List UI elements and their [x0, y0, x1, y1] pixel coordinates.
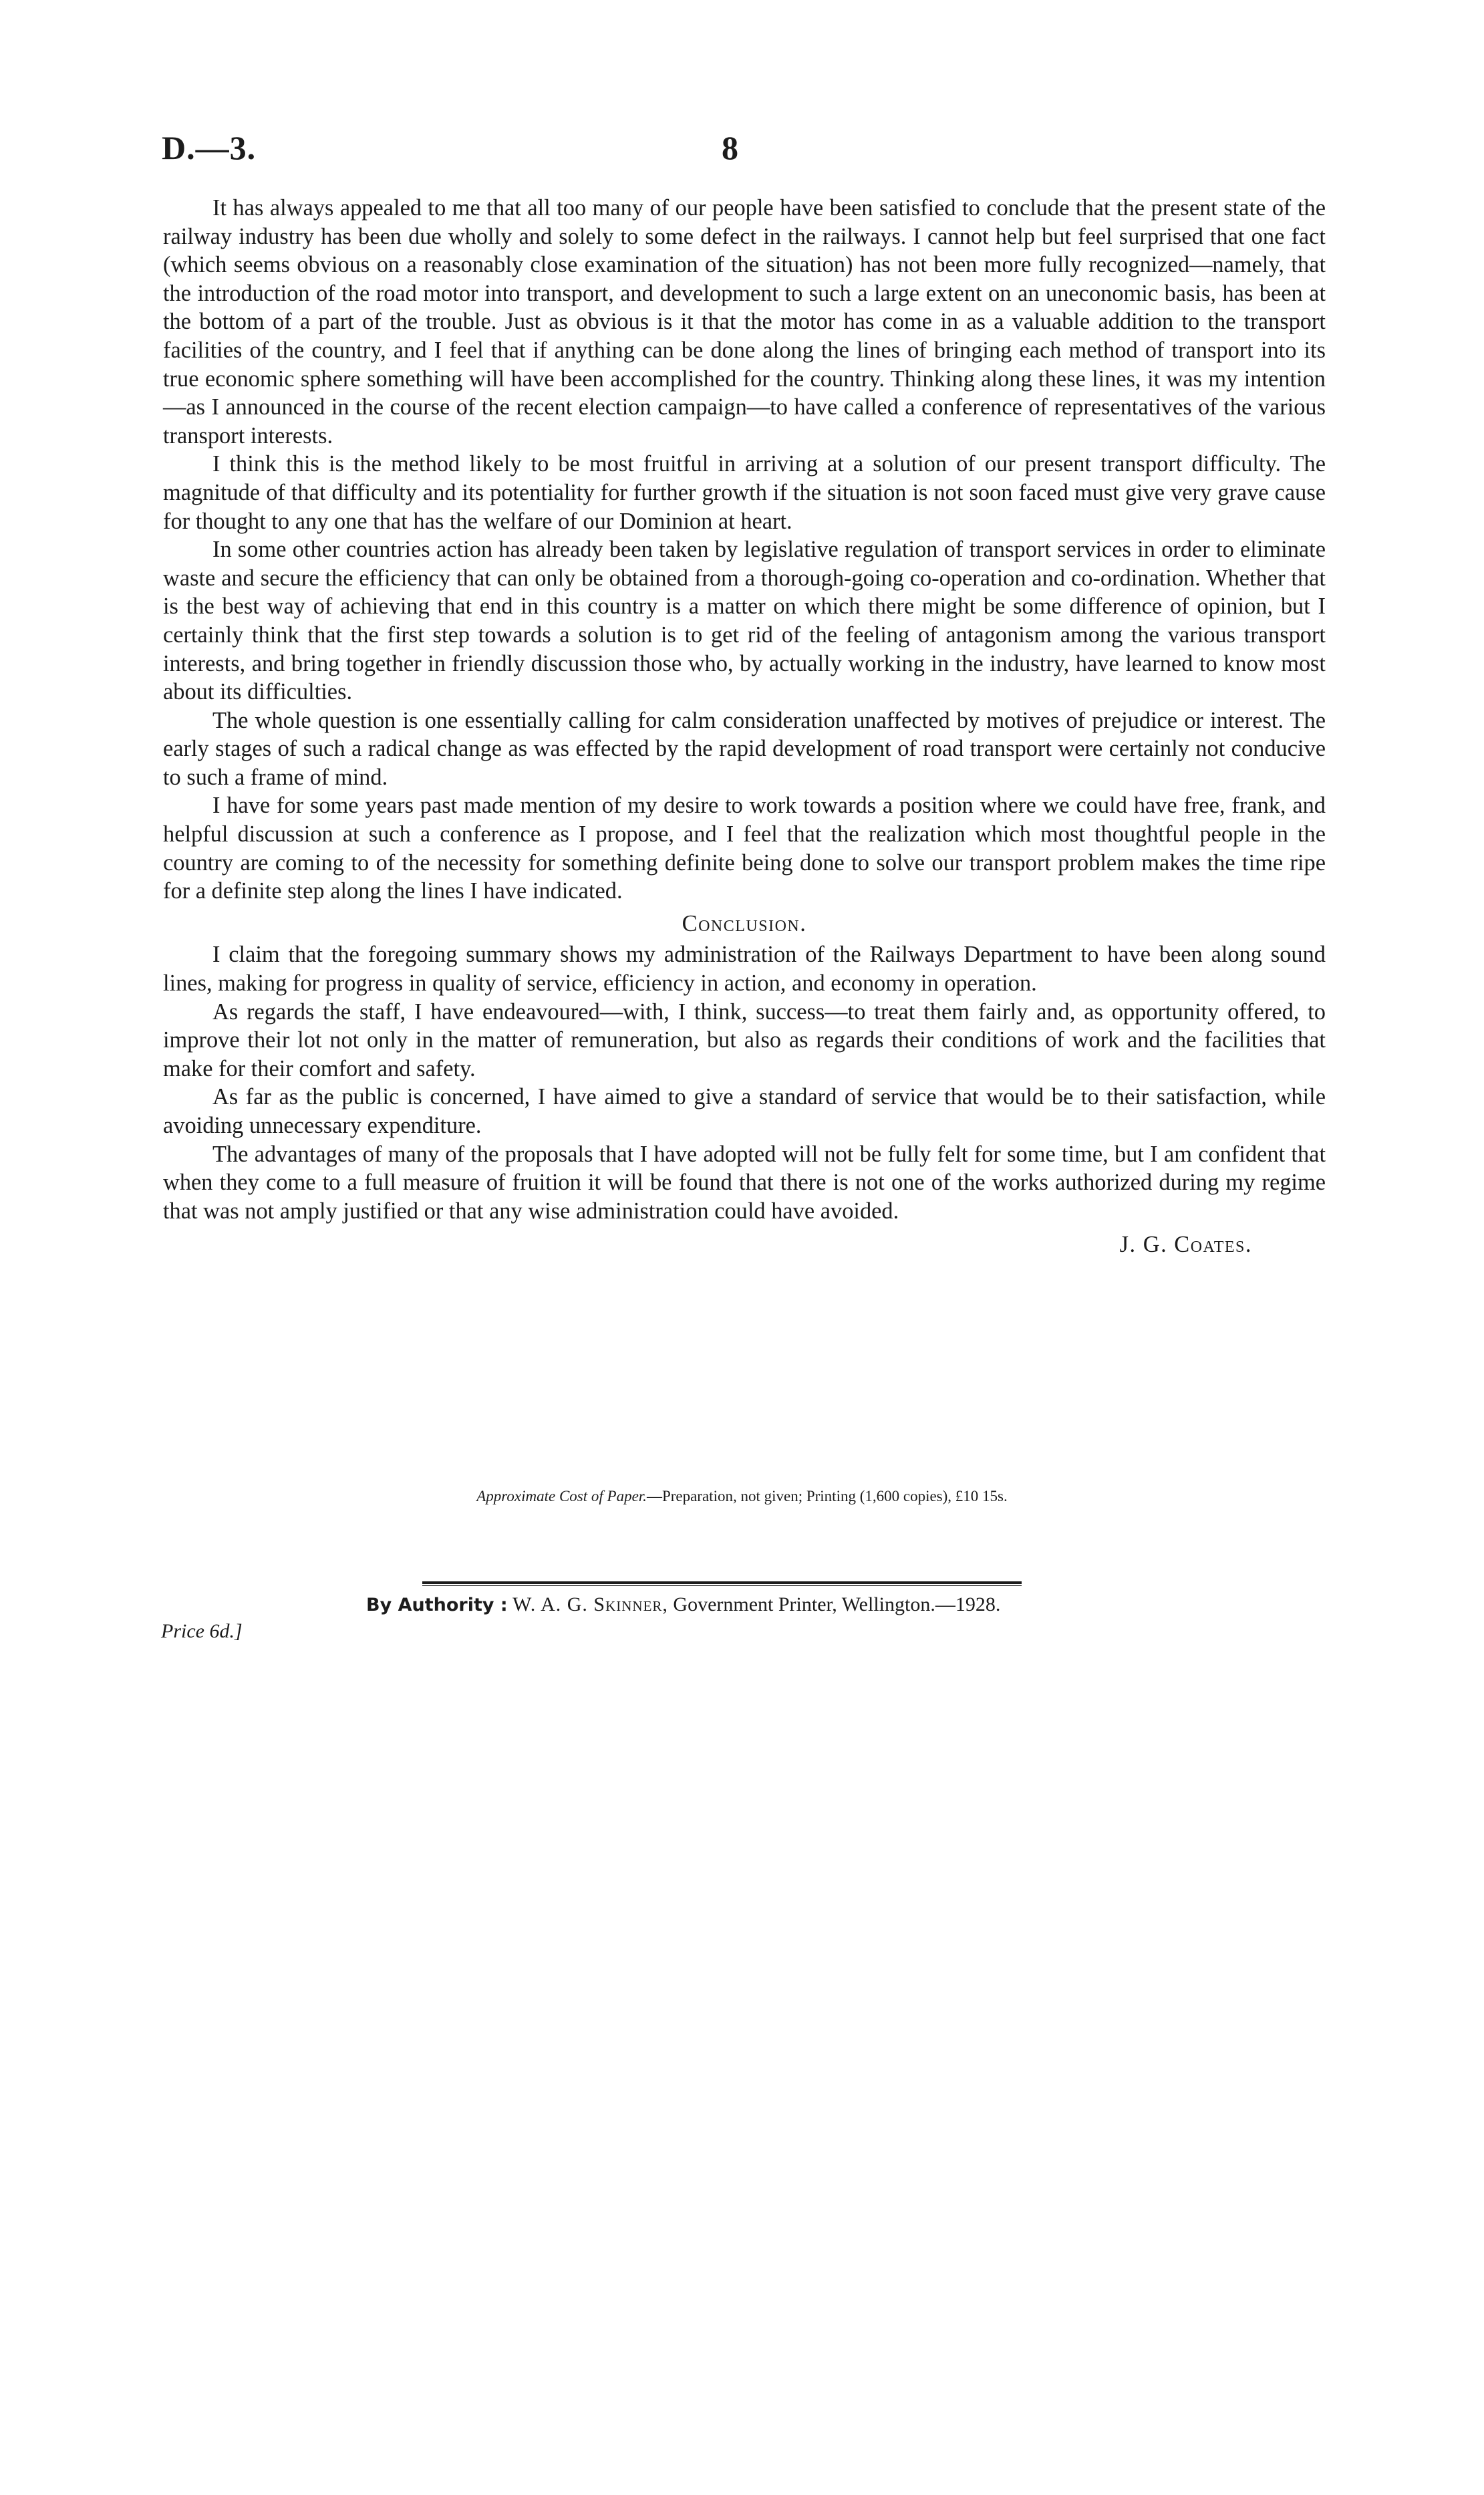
page-number: 8: [722, 129, 738, 166]
paragraph-advantages: The advantages of many of the proposals that I have adopted will not be fully felt for some time, but I am confident that when they come to a full measure of fruition it will be found that there is not one of the works authorized during my regime that was not amply justified or that any wise administration could have avoided.: [163, 1141, 1326, 1224]
paragraph-public: As far as the public is concerned, I have aimed to give a standard of service that would be to their satisfaction, while avoiding unnecessary expenditure.: [163, 1084, 1326, 1138]
paragraph-staff: As regards the staff, I have endeavoured—with, I think, success—to treat them fairly and, as opportunity offered, to improve their lot not only in the matter of remuneration, but also as regards their conditions of work and the facilities that make for their comfort and safety.: [163, 999, 1326, 1081]
paragraph-desire-conference: I have for some years past made mention of my desire to work towards a position where we could have free, frank, and helpful discussion at such a conference as I propose, and I feel that the realization which most thoughtful people in the country are coming to of the necessity for something definite being done to solve our transport problem makes the time ripe for a definite step along the lines I have indicated.: [163, 793, 1326, 904]
paragraph-claim-summary: I claim that the foregoing summary shows my administration of the Railways Department to have been along sound lines, making for progress in quality of service, efficiency in action, and economy in operation.: [163, 942, 1326, 997]
document-reference: D.—3.: [162, 129, 257, 166]
authority-label: By Authority :: [366, 1595, 508, 1615]
price: Price 6d.]: [161, 1620, 243, 1642]
paragraph-railway-defect: It has always appealed to me that all too many of our people have been satisfied to conclude that the present state of the railway industry has been due wholly and solely to some defect in the railways. I cannot help but feel surprised that one fact (which seems obvious on a reasonably close examination of the situation) has not been more fully recognized—namely, that the introduction of the road motor into transport, and development to such a large extent on an uneconomic basis, has been at the bottom of a part of the trouble. Just as obvious is it that the motor has come in as a valuable addition to the transport facilities of the country, and I feel that if anything can be done along the lines of bringing each method of transport into its true economic sphere something will have been accomplished for the country. Thinking along these lines, it was my intention—as I announced in the course of the recent election campaign—to have called a conference of representatives of the various transport interests.: [163, 195, 1326, 448]
signature: J. G. Coates.: [1119, 1232, 1252, 1258]
paragraph-method-fruitful: I think this is the method likely to be most fruitful in arriving at a solution of our present transport difficulty. The magnitude of that difficulty and its potentiality for further growth if the situation is not soon faced must give very grave cause for thought to any one that has the welfare of our Dominion at heart.: [163, 451, 1326, 534]
printer-details: Government Printer, Wellington.—1928.: [673, 1593, 1001, 1615]
cost-of-paper-line: [0, 1488, 1484, 1505]
cost-text: —Preparation, not given; Printing (1,600 copies), £10 15s.: [646, 1488, 1008, 1504]
authority-line: [366, 1593, 1000, 1616]
footer-rule: [422, 1581, 1022, 1586]
printer-name: W. A. G. Skinner,: [512, 1593, 668, 1615]
paragraph-other-countries: In some other countries action has already been taken by legislative regulation of transport services in order to eliminate waste and secure the efficiency that can only be obtained from a thorough-going co-operation and co-ordination. Whether that is the best way of achieving that end in this country is a matter on which there might be some difference of opinion, but I certainly think that the first step towards a solution is to get rid of the feeling of antagonism among the various transport interests, and bring together in friendly discussion those who, by actually working in the industry, have learned to know most about its difficulties.: [163, 537, 1326, 705]
cost-label: Approximate Cost of Paper.: [476, 1488, 647, 1504]
document-body: [163, 194, 1326, 1259]
conclusion-heading: Conclusion.: [682, 910, 807, 936]
paragraph-whole-question: The whole question is one essentially calling for calm consideration unaffected by motives of prejudice or interest. The early stages of such a radical change as was effected by the rapid development of road transport were certainly not conducive to such a frame of mind.: [163, 707, 1326, 790]
